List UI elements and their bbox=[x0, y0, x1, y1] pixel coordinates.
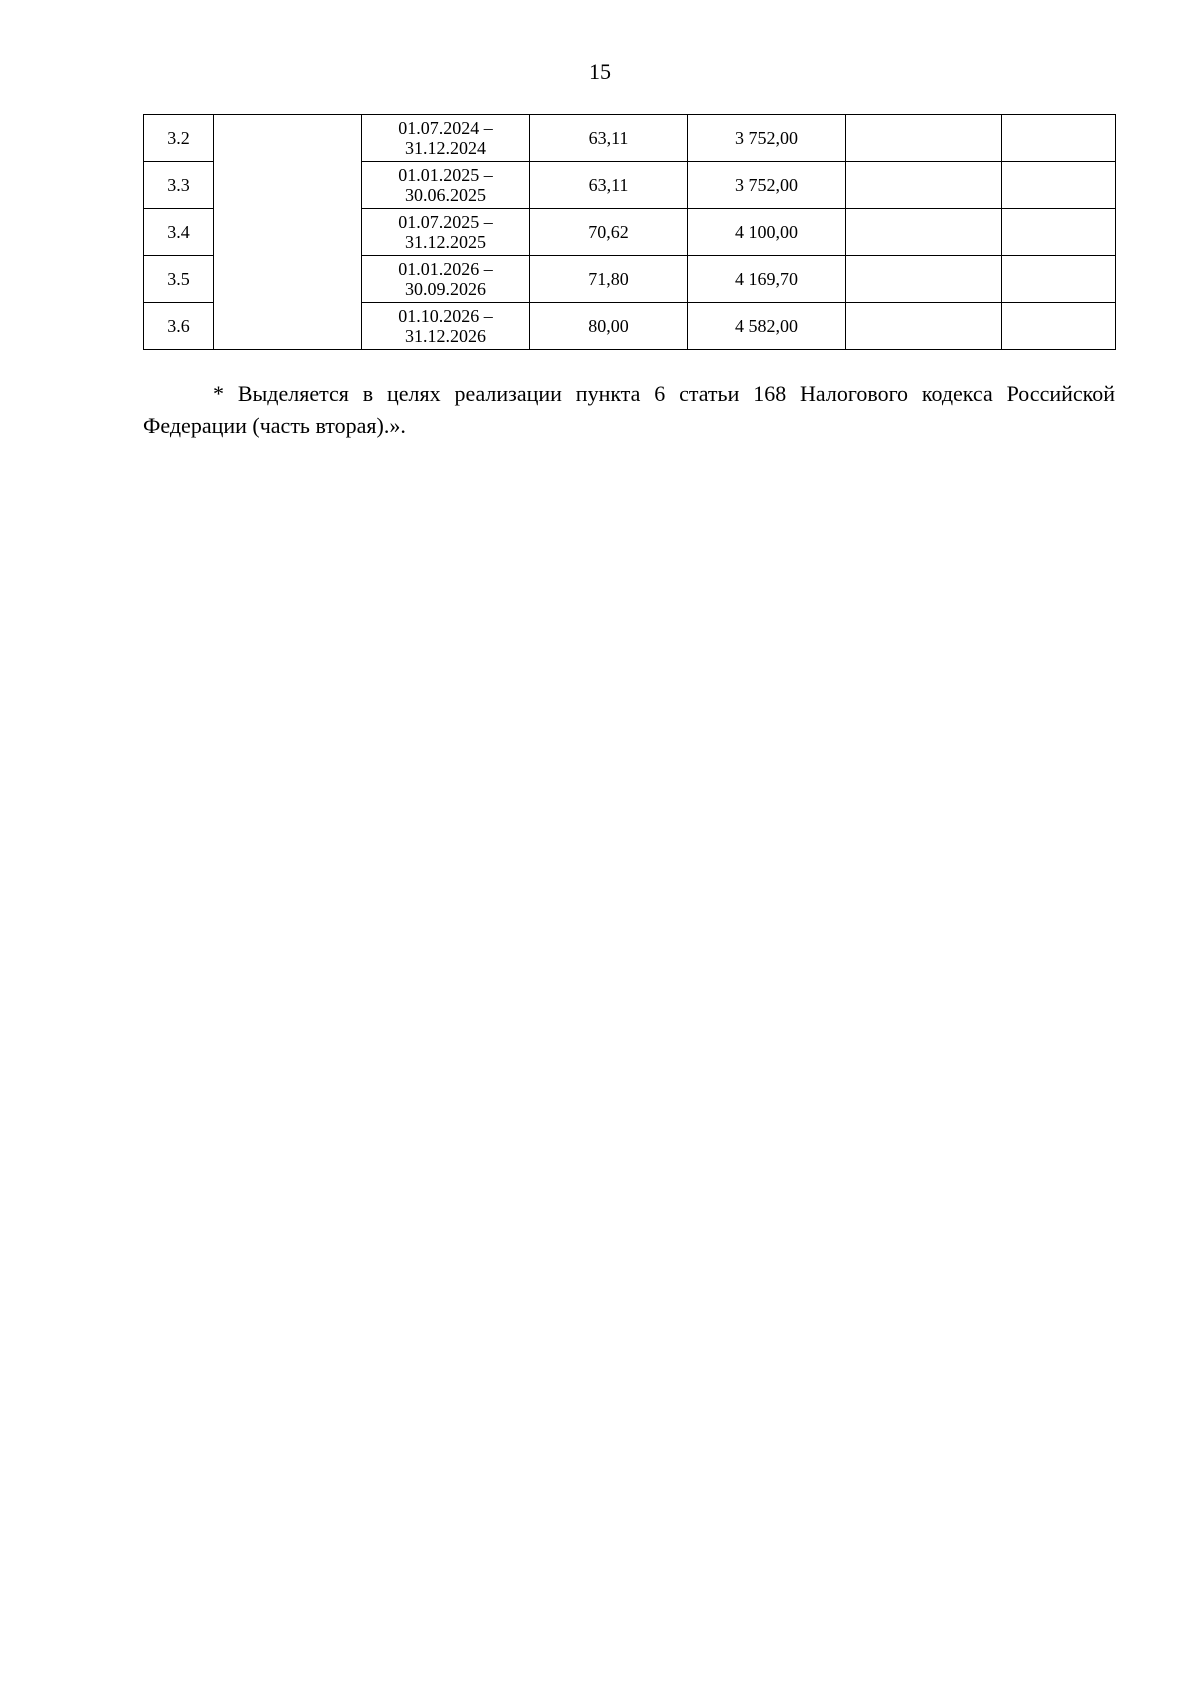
value-a-cell: 70,62 bbox=[530, 209, 688, 256]
row-number-cell: 3.5 bbox=[144, 256, 214, 303]
period-cell bbox=[362, 115, 530, 162]
value-a-cell: 71,80 bbox=[530, 256, 688, 303]
period-cell bbox=[362, 256, 530, 303]
period-cell bbox=[362, 209, 530, 256]
period-end: 30.06.2025 bbox=[405, 185, 486, 205]
value-b-cell: 4 582,00 bbox=[688, 303, 846, 350]
value-d-cell bbox=[1002, 256, 1116, 303]
table-row bbox=[144, 115, 1116, 162]
period-end: 31.12.2025 bbox=[405, 232, 486, 252]
period-end: 31.12.2024 bbox=[405, 138, 486, 158]
value-c-cell bbox=[846, 303, 1002, 350]
value-d-cell bbox=[1002, 303, 1116, 350]
period-start: 01.01.2026 – bbox=[398, 259, 493, 279]
value-c-cell bbox=[846, 256, 1002, 303]
value-b-cell: 4 169,70 bbox=[688, 256, 846, 303]
value-c-cell bbox=[846, 115, 1002, 162]
value-b-cell: 3 752,00 bbox=[688, 162, 846, 209]
row-number-cell: 3.3 bbox=[144, 162, 214, 209]
period-start: 01.01.2025 – bbox=[398, 165, 493, 185]
value-d-cell bbox=[1002, 162, 1116, 209]
value-b-cell: 3 752,00 bbox=[688, 115, 846, 162]
page-number: 15 bbox=[589, 59, 611, 84]
value-d-cell bbox=[1002, 209, 1116, 256]
row-number-cell: 3.4 bbox=[144, 209, 214, 256]
period-start: 01.07.2025 – bbox=[398, 212, 493, 232]
merged-group-cell bbox=[214, 115, 362, 350]
period-start: 01.07.2024 – bbox=[398, 118, 493, 138]
row-number-cell: 3.2 bbox=[144, 115, 214, 162]
value-a-cell: 80,00 bbox=[530, 303, 688, 350]
value-d-cell bbox=[1002, 115, 1116, 162]
tariff-table bbox=[143, 114, 1116, 350]
period-end: 31.12.2026 bbox=[405, 326, 486, 346]
value-a-cell: 63,11 bbox=[530, 115, 688, 162]
row-number-cell: 3.6 bbox=[144, 303, 214, 350]
period-cell bbox=[362, 303, 530, 350]
period-cell bbox=[362, 162, 530, 209]
period-end: 30.09.2026 bbox=[405, 279, 486, 299]
period-start: 01.10.2026 – bbox=[398, 306, 493, 326]
value-c-cell bbox=[846, 209, 1002, 256]
value-b-cell: 4 100,00 bbox=[688, 209, 846, 256]
value-a-cell: 63,11 bbox=[530, 162, 688, 209]
footnote: * Выделяется в целях реализации пункта 6 статьи 168 Налогового кодекса Российской Федерации (часть вторая).». bbox=[143, 381, 1115, 438]
value-c-cell bbox=[846, 162, 1002, 209]
